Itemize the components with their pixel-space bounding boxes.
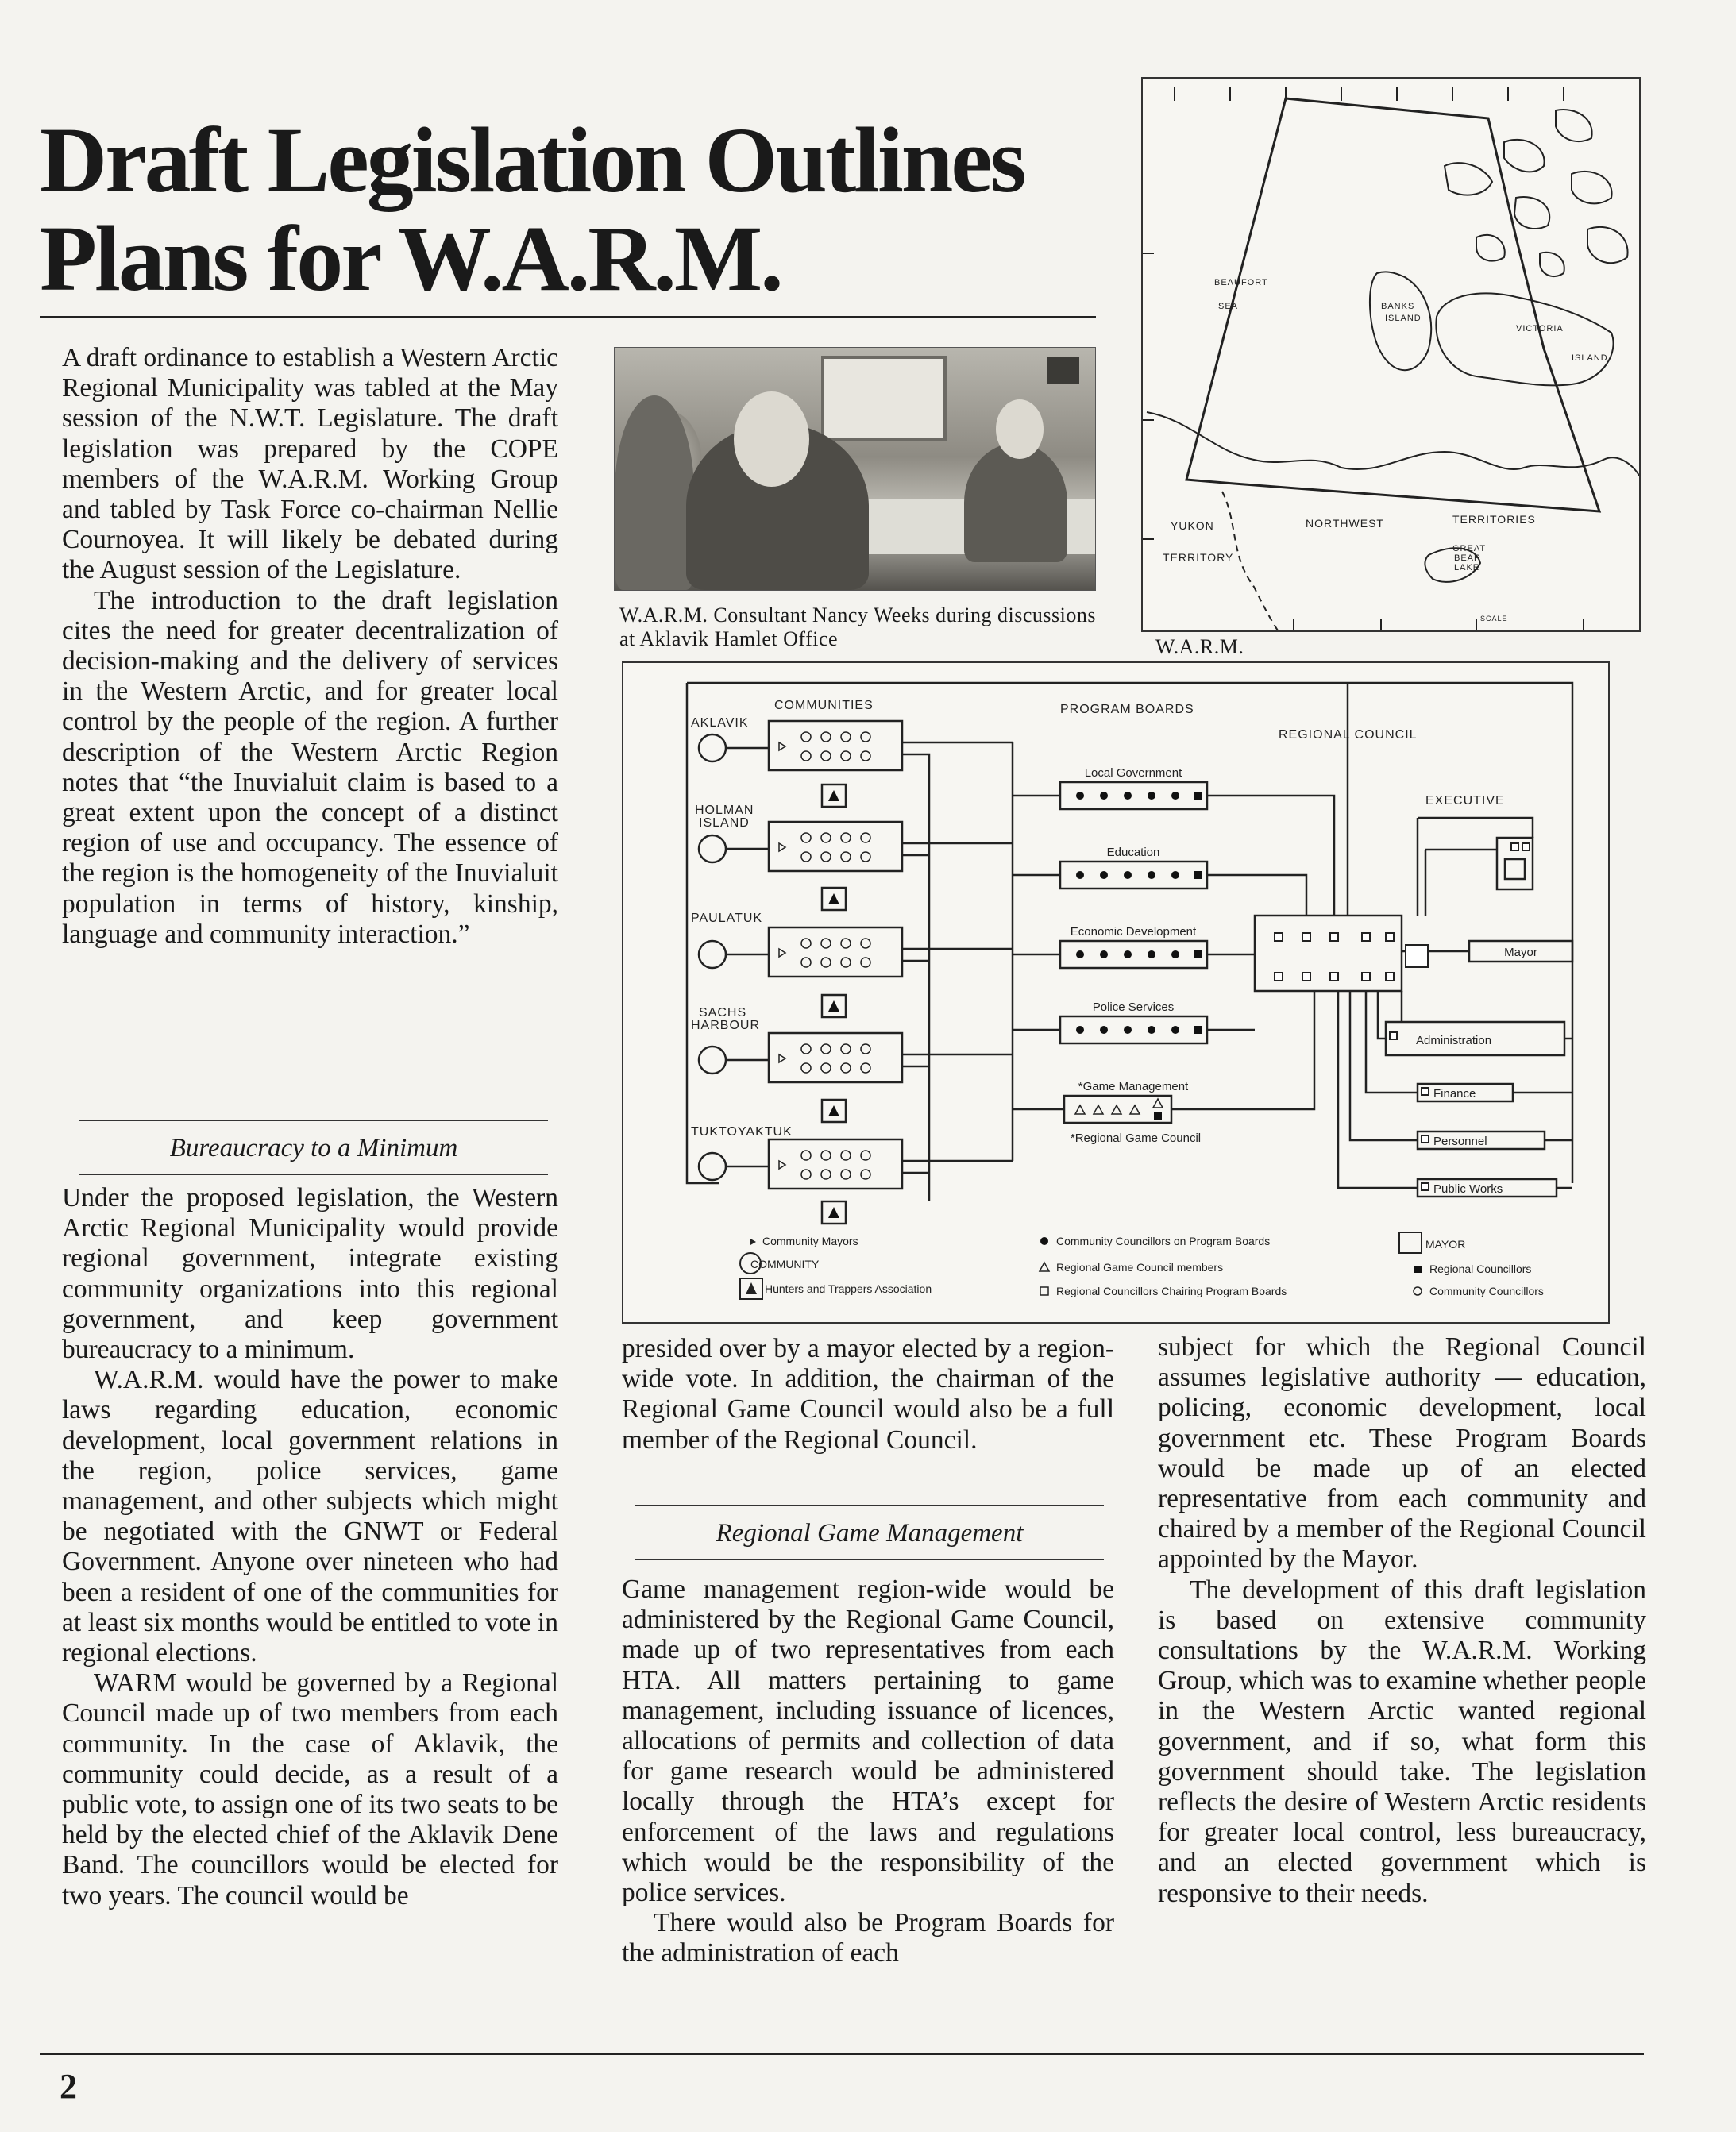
headline: [40, 108, 1120, 310]
diagram-community-holman: HOLMAN: [695, 804, 754, 817]
diagram-regional-game-council: *Regional Game Council: [1070, 1132, 1202, 1145]
paragraph: Game management region-wide would be administered by the Regional Game Council, made up of two representatives from each HTA. All matters pertaining to game management, including issuance of licences, allocations of permits and collection of data for game research would be administered locally through the HTA’s except for enforcement of the laws and regulations which would be the responsibility of the police services.: [622, 1575, 1114, 1908]
diagram-board-game-management: *Game Management: [1078, 1080, 1189, 1093]
legend-marker-community-councillors: [1414, 1287, 1422, 1295]
legend-community: COMMUNITY: [750, 1258, 820, 1270]
diagram-office-mayor: Mayor: [1504, 946, 1537, 959]
subhead-bureaucracy: [79, 1120, 548, 1175]
legend-marker-regional-councillors: [1414, 1266, 1422, 1273]
article-column-left-bottom: [62, 1183, 558, 1911]
diagram-board-police-services: Police Services: [1092, 1000, 1175, 1014]
map-label-yukon: YUKON: [1171, 519, 1214, 532]
diagram-board-economic-development: Economic Development: [1070, 925, 1197, 939]
article-column-middle: [622, 1334, 1114, 1455]
map-label-banks: BANKS: [1381, 302, 1415, 311]
map-warm-region: [1141, 77, 1641, 632]
org-diagram: [622, 661, 1610, 1324]
diagram-office-public-works: Public Works: [1433, 1182, 1503, 1196]
legend-councillors-on-boards: Community Councillors on Program Boards: [1056, 1235, 1271, 1247]
map-label-territory: TERRITORY: [1163, 551, 1234, 564]
photo-person: [964, 443, 1067, 562]
map-label-scale: SCALE: [1480, 615, 1508, 623]
map-label-bear: BEAR: [1454, 553, 1481, 563]
photo-face: [734, 391, 809, 487]
subhead-regional-game-management: [635, 1505, 1104, 1560]
legend-community-mayors: Community Mayors: [762, 1235, 858, 1247]
photo-clock: [1047, 357, 1079, 384]
footer-rule: [40, 2053, 1644, 2055]
page-number: 2: [60, 2067, 77, 2106]
subhead-text: Bureaucracy to a Minimum: [169, 1134, 458, 1162]
article-column-left-top: [62, 343, 558, 950]
legend-chairing-boards: Regional Councillors Chairing Program Boards: [1056, 1285, 1287, 1297]
legend-marker-community-mayors: [750, 1239, 756, 1245]
diagram-community-aklavik: AKLAVIK: [691, 716, 749, 730]
map-caption: W.A.R.M.: [1155, 635, 1244, 658]
map-label-territories: TERRITORIES: [1452, 513, 1536, 526]
legend-regional-councillors: Regional Councillors: [1429, 1263, 1532, 1275]
diagram-office-administration: Administration: [1416, 1034, 1492, 1047]
photo-caption: W.A.R.M. Consultant Nancy Weeks during discussions at Aklavik Hamlet Office: [619, 603, 1096, 650]
article-column-middle-bottom: [622, 1575, 1114, 1969]
paragraph: A draft ordinance to establish a Western Arctic Regional Municipality was tabled at the May session of the N.W.T. Legislature. The draft legislation was prepared by the COPE members of the W.A.R.M. Working Group and tabled by Task Force co-chairman Nellie Cournoyea. It will likely be debated during the August session of the Legislature.: [62, 343, 558, 585]
photo-nancy-weeks: [614, 347, 1096, 591]
paragraph: WARM would be governed by a Regional Council made up of two members from each community. In the case of Aklavik, the community could decide, as a result of a public vote, to assign one of its two seats to be held by the elected chief of the Aklavik Dene Band. The councillors would be elected for two years. The council would be: [62, 1668, 558, 1910]
legend-hta: Hunters and Trappers Association: [765, 1282, 932, 1295]
legend-marker-game-council-members: [1040, 1263, 1049, 1271]
map-label-island: ISLAND: [1385, 314, 1422, 323]
legend-marker-chairing-boards: [1040, 1287, 1048, 1295]
paragraph: Under the proposed legislation, the Western Arctic Regional Municipality would provide regional government, integrate existing community organizations into this regional government, and keep government bureaucracy to a minimum.: [62, 1183, 558, 1365]
photo-face: [996, 399, 1044, 459]
photo-window: [821, 356, 947, 441]
org-diagram-svg: [623, 663, 1608, 1322]
paragraph: presided over by a mayor elected by a region-wide vote. In addition, the chairman of the Regional Game Council would also be a full member of the Regional Council.: [622, 1334, 1114, 1455]
diagram-community-harbour: HARBOUR: [691, 1019, 761, 1032]
subhead-rule: [635, 1559, 1104, 1560]
headline-rule: [40, 316, 1096, 318]
diagram-header-program-boards: PROGRAM BOARDS: [1060, 703, 1194, 716]
legend-game-council-members: Regional Game Council members: [1056, 1261, 1224, 1274]
diagram-community-paulatuk: PAULATUK: [691, 912, 763, 925]
legend-marker-mayor: [1399, 1232, 1422, 1253]
diagram-header-communities: COMMUNITIES: [774, 699, 874, 712]
diagram-header-executive: EXECUTIVE: [1425, 794, 1505, 808]
diagram-office-finance: Finance: [1433, 1087, 1476, 1101]
diagram-office-personnel: Personnel: [1433, 1135, 1487, 1148]
legend-marker-hta-triangle: [746, 1282, 757, 1294]
diagram-community-sachs: SACHS: [699, 1006, 747, 1020]
map-label-northwest: NORTHWEST: [1306, 517, 1384, 530]
article-column-right: [1158, 1332, 1646, 1909]
diagram-header-regional-council: REGIONAL COUNCIL: [1279, 728, 1418, 742]
paragraph: The introduction to the draft legislation cites the need for greater decentralization of decision-making and the delivery of services in the Western Arctic, and for greater local control by the people of the region. A further description of the Western Arctic Region notes that “the Inuvialuit claim is based to a great extent upon the concept of a distinct region of use and occupancy. The essence of the region is the homogeneity of the Inuvialuit population in terms of history, kinship, language and community interaction.”: [62, 585, 558, 949]
map-svg: [1143, 79, 1639, 630]
map-label-sea: SEA: [1218, 302, 1239, 311]
legend-mayor: MAYOR: [1425, 1238, 1466, 1251]
map-label-beaufort: BEAUFORT: [1214, 278, 1268, 287]
map-label-island-2: ISLAND: [1572, 353, 1608, 363]
diagram-board-education: Education: [1106, 846, 1160, 859]
paragraph: The development of this draft legislation is based on extensive community consultations by the W.A.R.M. Working Group, which was to examine whether people in the Western Arctic wanted regional government, and if so, what form this government should take. The legislation reflects the desire of Western Arctic residents for greater local control, less bureaucracy, and an elected government which is responsive to their needs.: [1158, 1575, 1646, 1908]
legend-community-councillors: Community Councillors: [1429, 1285, 1544, 1297]
photo-person: [615, 395, 694, 590]
paragraph: W.A.R.M. would have the power to make laws regarding education, economic development, local government relations in the region, police services, game management, and other subjects which might be negotiated with the GNWT or Federal Government. Anyone over nineteen who had been a resident of one of the communities for at least six months would be entitled to vote in regional elections.: [62, 1365, 558, 1668]
headline-line-1: Draft Legislation Outlines: [40, 108, 1024, 212]
subhead-rule: [79, 1174, 548, 1175]
diagram-board-local-government: Local Government: [1084, 766, 1182, 780]
legend-marker-councillors-on-boards: [1040, 1237, 1048, 1245]
headline-line-2: Plans for W.A.R.M.: [40, 206, 781, 310]
map-label-lake: LAKE: [1454, 563, 1480, 573]
paragraph: subject for which the Regional Council assumes legislative authority — education, policing, economic development, local government etc. These Program Boards would be made up of an elected representative from each community and chaired by a member of the Regional Council appointed by the Mayor.: [1158, 1332, 1646, 1575]
subhead-text: Regional Game Management: [716, 1519, 1024, 1548]
map-label-great: GREAT: [1452, 544, 1487, 553]
diagram-community-tuktoyaktuk: TUKTOYAKTUK: [691, 1125, 793, 1139]
diagram-community-island: ISLAND: [699, 816, 750, 830]
paragraph: There would also be Program Boards for the administration of each: [622, 1908, 1114, 1968]
map-label-victoria: VICTORIA: [1516, 324, 1564, 333]
